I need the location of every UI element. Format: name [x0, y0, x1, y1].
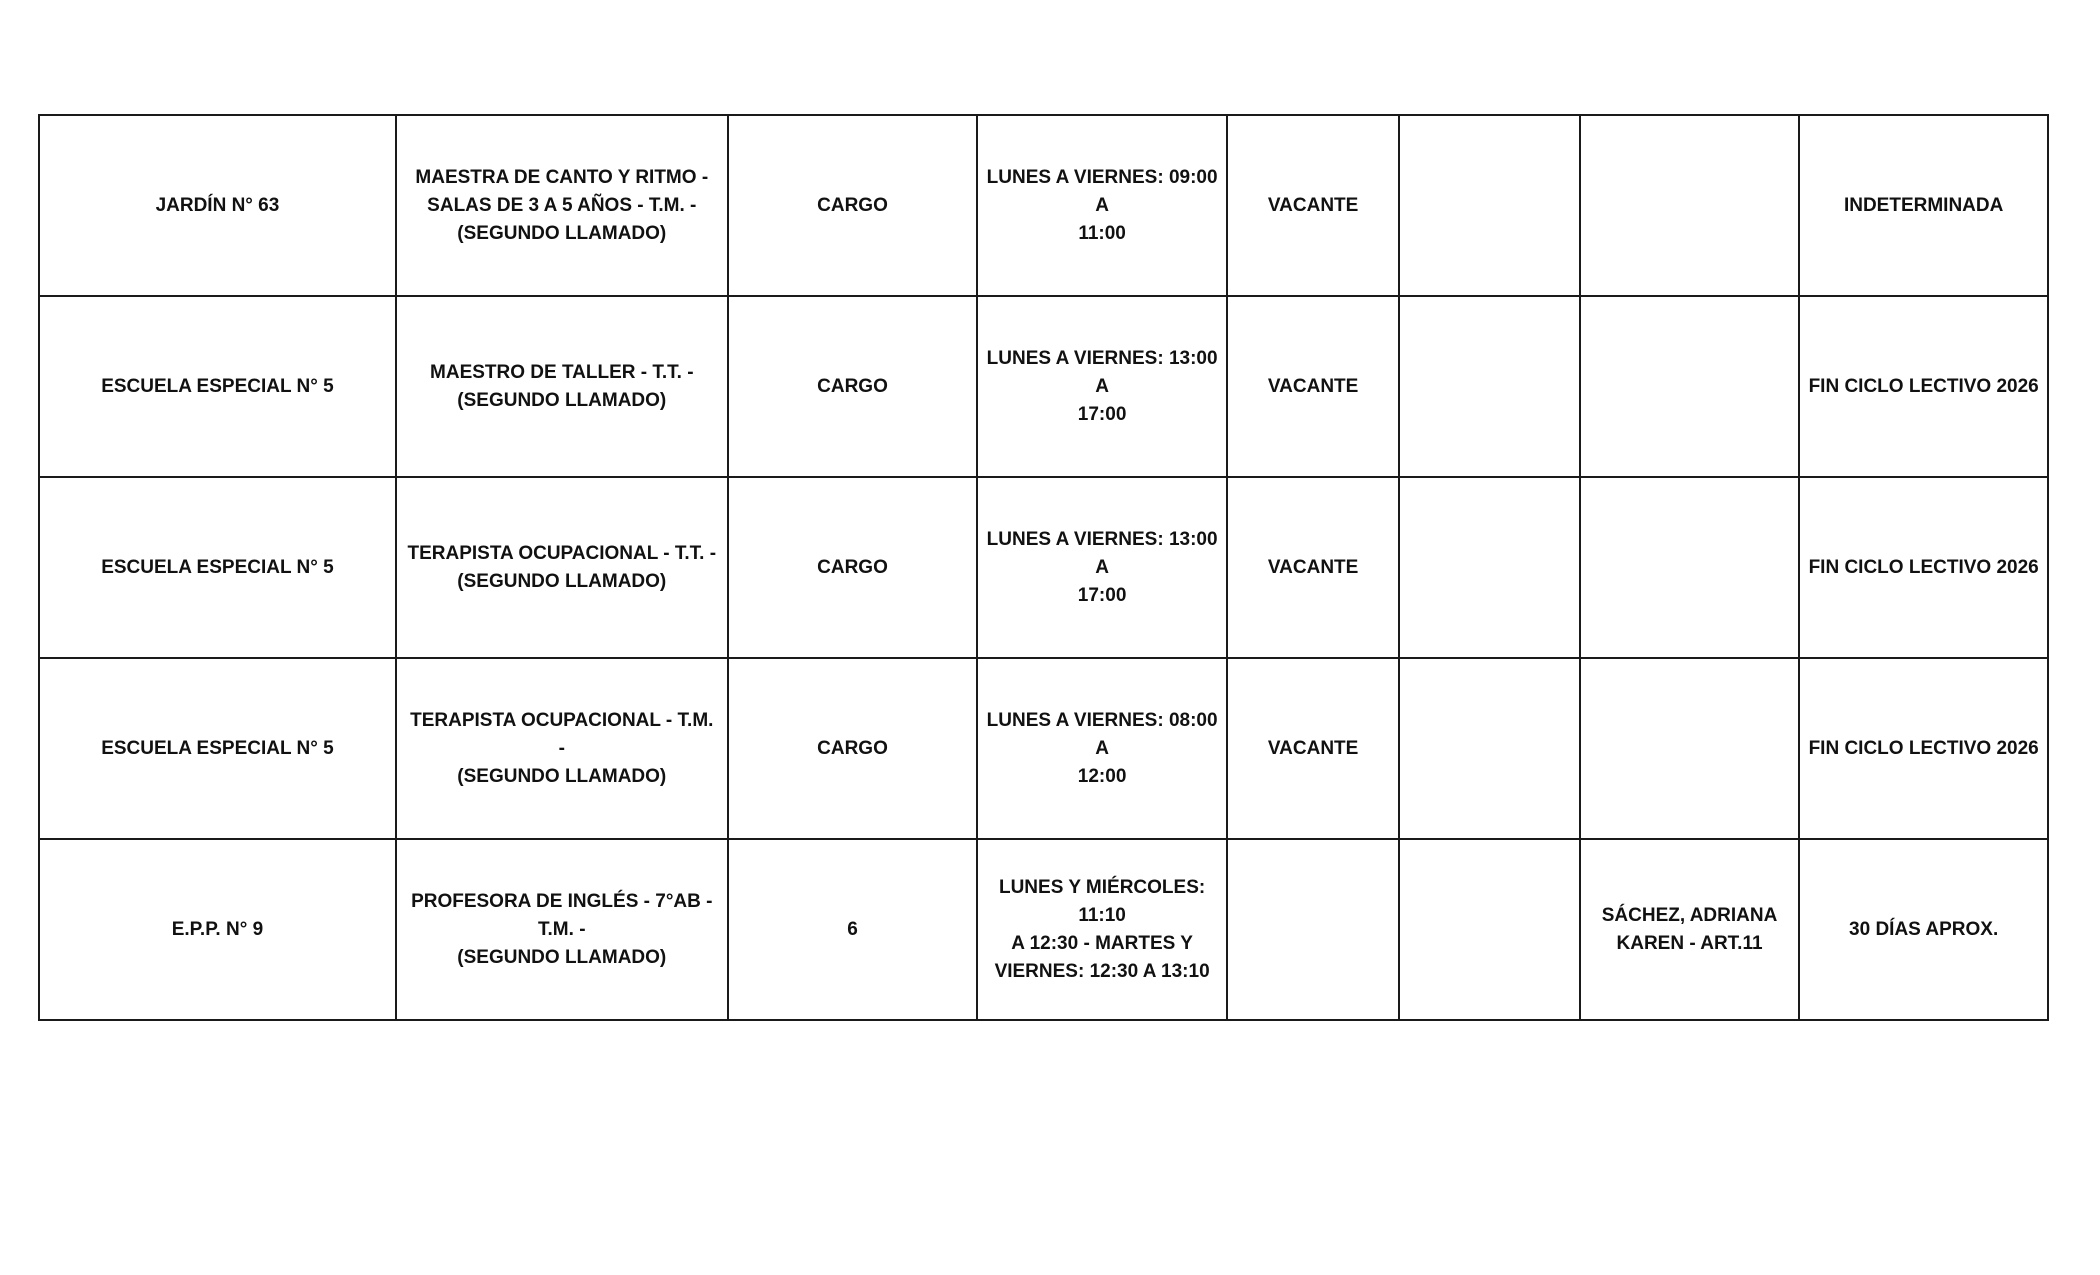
position-cell [396, 296, 728, 477]
replacement-cell [1580, 115, 1800, 296]
type-cell: CARGO [728, 477, 978, 658]
duration-cell: 30 DÍAS APROX. [1799, 839, 2048, 1020]
replacement-cell [1580, 296, 1800, 477]
schedule-cell-line: 11:00 [1078, 222, 1126, 244]
table-row [39, 658, 2048, 839]
schedule-cell-line: LUNES A VIERNES: 13:00 A [986, 347, 1218, 397]
position-cell-line: SALAS DE 3 A 5 AÑOS - T.M. - [427, 194, 697, 216]
position-cell-line: TERAPISTA OCUPACIONAL - T.M. - [410, 709, 714, 759]
schedule-cell-line: 17:00 [1077, 584, 1127, 606]
type-cell: 6 [728, 839, 978, 1020]
schedule-cell-line: LUNES A VIERNES: 09:00 A [986, 166, 1218, 216]
table-row [39, 115, 2048, 296]
schedule-cell [977, 839, 1227, 1020]
duration-cell: FIN CICLO LECTIVO 2026 [1799, 296, 2048, 477]
duration-cell: FIN CICLO LECTIVO 2026 [1799, 477, 2048, 658]
schedule-cell-line: LUNES A VIERNES: 13:00 A [986, 528, 1218, 578]
school-cell: ESCUELA ESPECIAL N° 5 [39, 477, 396, 658]
position-cell [396, 839, 728, 1020]
schedule-cell-line: LUNES Y MIÉRCOLES: 11:10 [998, 876, 1206, 926]
empty-cell [1399, 839, 1579, 1020]
schedule-cell-line: 12:00 [1077, 765, 1127, 787]
schedule-cell [977, 296, 1227, 477]
status-cell: VACANTE [1227, 658, 1399, 839]
position-cell-line: (SEGUNDO LLAMADO) [457, 389, 667, 411]
replacement-cell [1580, 477, 1800, 658]
school-cell: ESCUELA ESPECIAL N° 5 [39, 296, 396, 477]
status-cell: VACANTE [1227, 296, 1399, 477]
position-cell [396, 477, 728, 658]
status-cell [1227, 839, 1399, 1020]
empty-cell [1399, 115, 1579, 296]
replacement-cell [1580, 658, 1800, 839]
table-body [39, 115, 2048, 1020]
type-cell: CARGO [728, 658, 978, 839]
schedule-cell-line: 17:00 [1077, 403, 1127, 425]
position-cell [396, 658, 728, 839]
schedule-cell-line: VIERNES: 12:30 A 13:10 [994, 960, 1210, 982]
position-cell [396, 115, 728, 296]
position-cell-line: PROFESORA DE INGLÉS - 7°AB - T.M. - [411, 890, 713, 940]
empty-cell [1399, 296, 1579, 477]
status-cell: VACANTE [1227, 477, 1399, 658]
schedule-cell-line: A 12:30 - MARTES Y [1011, 932, 1193, 954]
schedule-cell [977, 477, 1227, 658]
replacement-cell-line: KAREN - ART.11 [1616, 932, 1763, 954]
schedule-cell-line: LUNES A VIERNES: 08:00 A [986, 709, 1218, 759]
empty-cell [1399, 477, 1579, 658]
position-cell-line: TERAPISTA OCUPACIONAL - T.T. - [407, 542, 717, 564]
schedule-cell [977, 115, 1227, 296]
type-cell: CARGO [728, 296, 978, 477]
duration-cell: INDETERMINADA [1799, 115, 2048, 296]
vacancies-table [38, 114, 2049, 1021]
school-cell: JARDÍN N° 63 [39, 115, 396, 296]
replacement-cell [1580, 839, 1800, 1020]
type-cell: CARGO [728, 115, 978, 296]
table-row [39, 477, 2048, 658]
school-cell: E.P.P. N° 9 [39, 839, 396, 1020]
table-row [39, 296, 2048, 477]
position-cell-line: (SEGUNDO LLAMADO) [457, 570, 667, 592]
position-cell-line: (SEGUNDO LLAMADO) [457, 765, 667, 787]
position-cell-line: (SEGUNDO LLAMADO) [457, 222, 667, 244]
position-cell-line: (SEGUNDO LLAMADO) [457, 946, 667, 968]
position-cell-line: MAESTRA DE CANTO Y RITMO - [415, 166, 709, 188]
duration-cell: FIN CICLO LECTIVO 2026 [1799, 658, 2048, 839]
status-cell: VACANTE [1227, 115, 1399, 296]
replacement-cell-line: SÁCHEZ, ADRIANA [1601, 904, 1778, 926]
schedule-cell [977, 658, 1227, 839]
table-row [39, 839, 2048, 1020]
position-cell-line: MAESTRO DE TALLER - T.T. - [430, 361, 694, 383]
empty-cell [1399, 658, 1579, 839]
school-cell: ESCUELA ESPECIAL N° 5 [39, 658, 396, 839]
